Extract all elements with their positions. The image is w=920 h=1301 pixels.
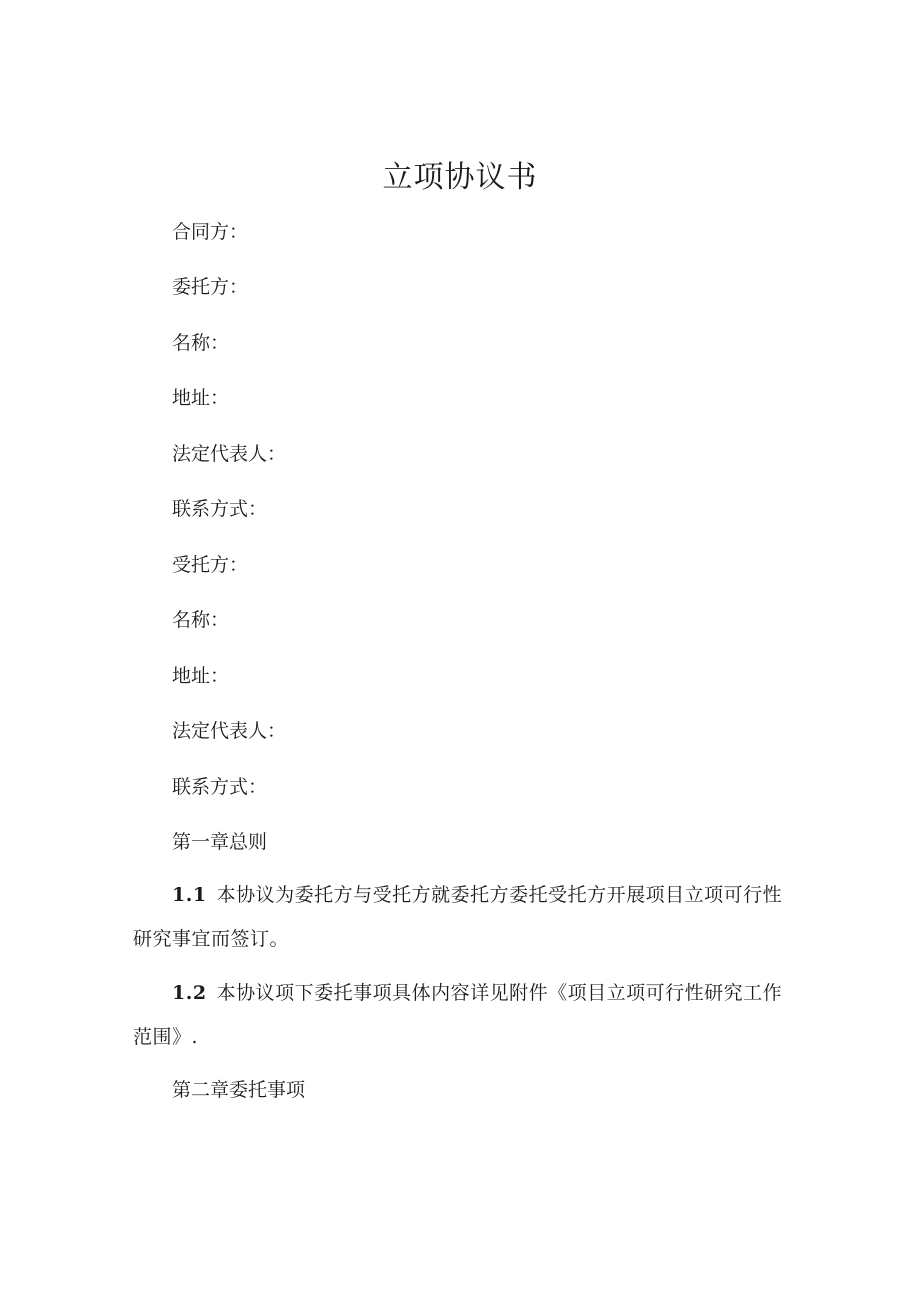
clause-1-1 <box>133 873 783 961</box>
clause-text: 本协议为委托方与受托方就委托方委托受托方开展项目立项可行性研究事宜而签订。 <box>133 884 783 950</box>
clause-1-2 <box>133 971 783 1059</box>
document-title: 立项协议书 <box>382 160 538 195</box>
clause-number: 1.1 <box>172 884 207 906</box>
contractor-address-field: 地址： <box>172 665 230 687</box>
client-address-field: 地址： <box>172 387 230 409</box>
contractor-contact-field: 联系方式： <box>172 776 268 798</box>
clause-text: 本协议项下委托事项具体内容详见附件《项目立项可行性研究工作范围》. <box>133 982 783 1048</box>
client-heading: 委托方： <box>172 276 249 298</box>
client-legal-rep-field: 法定代表人： <box>172 443 287 465</box>
client-name-field: 名称： <box>172 332 230 354</box>
client-contact-field: 联系方式： <box>172 498 268 520</box>
chapter-1-heading: 第一章总则 <box>172 831 268 853</box>
contractor-legal-rep-field: 法定代表人： <box>172 720 287 742</box>
contractor-heading: 受托方： <box>172 554 249 576</box>
clause-number: 1.2 <box>172 982 207 1004</box>
contractor-name-field: 名称： <box>172 609 230 631</box>
contract-party-label: 合同方： <box>172 221 249 243</box>
chapter-2-heading: 第二章委托事项 <box>172 1079 306 1101</box>
